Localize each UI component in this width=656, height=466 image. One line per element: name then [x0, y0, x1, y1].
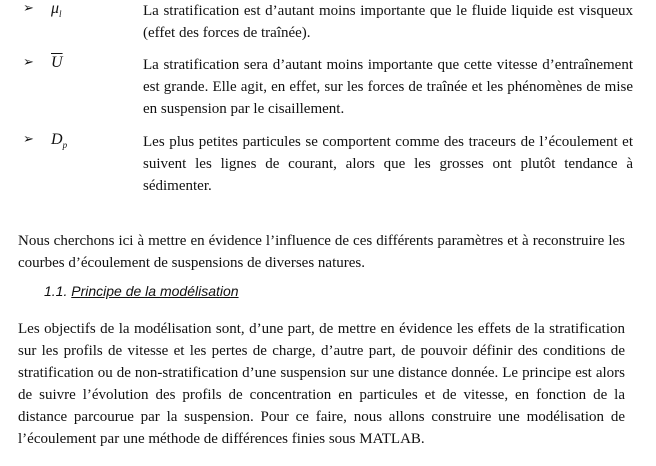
symbol-base: D: [51, 131, 63, 148]
symbol-base: μ: [51, 0, 60, 17]
symbol-d-p: [51, 131, 67, 150]
section-number: 1.1.: [44, 283, 68, 299]
symbol-subscript: l: [59, 9, 62, 20]
bullet-description: La stratification est d’autant moins importante que le fluide liquide est visqueux (effet des forces de traînée).: [143, 3, 633, 41]
paragraph-modelisation: Les objectifs de la modélisation sont, d’une part, de mettre en évidence les effets de la stratification sur les profils de vitesse et les pertes de charge, d’autre part, de pouvoir définir des conditions de stratification ou de non-stratification d’une suspension sur une distance donnée. Le principe est alors de suivre l’évolution des profils de concentration en particules et de vitesse, en fonction de la distance parcourue par la suspension. Pour ce faire, nous allons construire une modélisation de l’écoulement par une méthode de différences finies sous MATLAB.: [18, 321, 625, 447]
section-title: Principe de la modélisation: [71, 283, 239, 299]
arrow-bullet-icon: ➢: [23, 132, 34, 147]
bullet-description: La stratification sera d’autant moins importante que cette vitesse d’entraînement est grande. Elle agit, en effet, sur les forces de traînée et les phénomènes de mise en suspension par le cisaillement.: [143, 57, 633, 117]
bullet-description: Les plus petites particules se comportent comme des traceurs de l’écoulement et suivent les lignes de courant, alors que les grosses ont plutôt tendance à sédimenter.: [143, 134, 633, 194]
section-heading: [44, 283, 239, 299]
paragraph-intro: Nous cherchons ici à mettre en évidence l’influence de ces différents paramètres et à reconstruire les courbes d’écoulement de suspensions de diverses natures.: [18, 233, 625, 271]
arrow-bullet-icon: ➢: [23, 1, 34, 16]
symbol-mu-l: [51, 0, 62, 19]
symbol-u-bar: [51, 54, 63, 72]
arrow-bullet-icon: ➢: [23, 55, 34, 70]
symbol-base: $\overline{U}$: [51, 54, 63, 71]
symbol-subscript: p: [62, 140, 68, 151]
